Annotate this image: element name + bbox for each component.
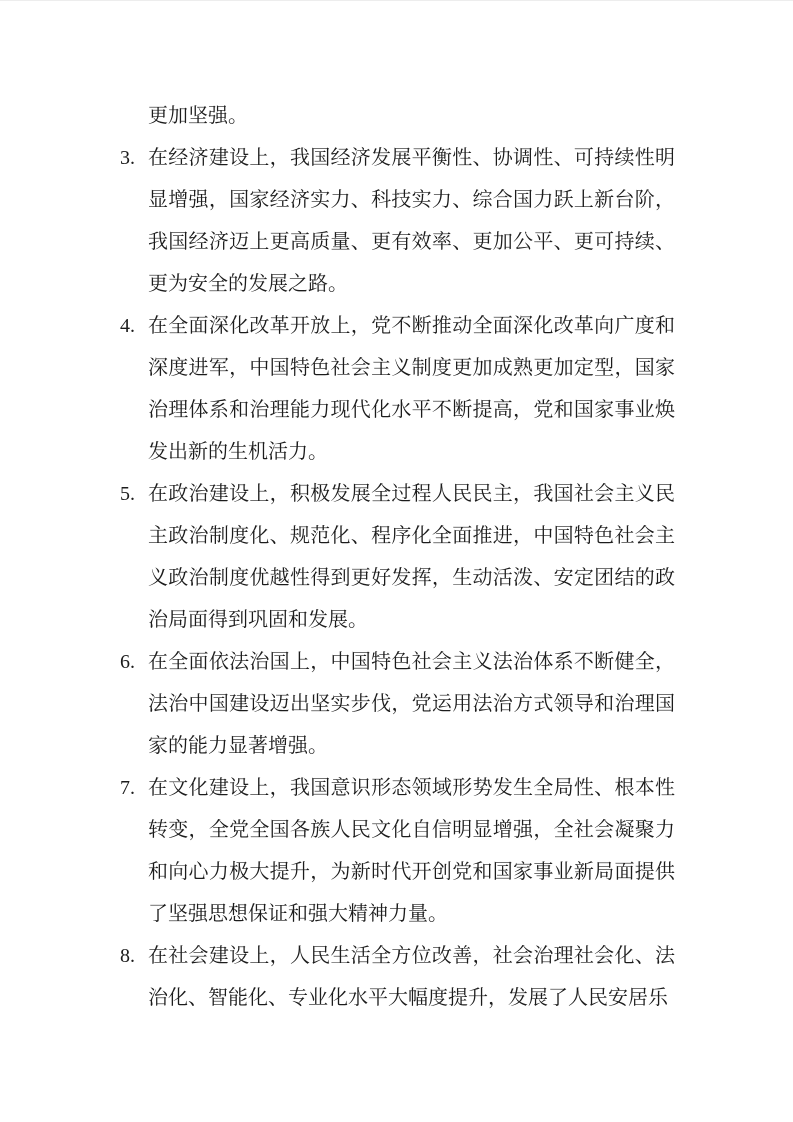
list-item-text: 在政治建设上，积极发展全过程人民民主，我国社会主义民主政治制度化、规范化、程序化全面推进，中国特色社会主义政治制度优越性得到更好发挥，生动活泼、安定团结的政治局面得到巩固和发展。 xyxy=(148,483,675,631)
list-item xyxy=(120,641,675,767)
list-item-number: 8. xyxy=(120,945,135,967)
list-item-number: 7. xyxy=(120,777,135,799)
list-item-text: 在文化建设上，我国意识形态领域形势发生全局性、根本性转变，全党全国各族人民文化自信明显增强，全社会凝聚力和向心力极大提升，为新时代开创党和国家事业新局面提供了坚强思想保证和强大精神力量。 xyxy=(148,777,675,925)
paragraph-continuation-line: 更加坚强。 xyxy=(148,105,248,127)
list-item xyxy=(120,767,675,935)
numbered-list xyxy=(120,137,675,1019)
list-item xyxy=(120,473,675,641)
list-item-number: 6. xyxy=(120,651,135,673)
list-item-text: 在经济建设上，我国经济发展平衡性、协调性、可持续性明显增强，国家经济实力、科技实力、综合国力跃上新台阶，我国经济迈上更高质量、更有效率、更加公平、更可持续、更为安全的发展之路。 xyxy=(148,147,675,295)
list-item-text: 在全面深化改革开放上，党不断推动全面深化改革向广度和深度进军，中国特色社会主义制度更加成熟更加定型，国家治理体系和治理能力现代化水平不断提高，党和国家事业焕发出新的生机活力。 xyxy=(148,315,675,463)
list-item xyxy=(120,305,675,473)
list-item xyxy=(120,137,675,305)
list-item-number: 5. xyxy=(120,483,135,505)
list-item-text: 在全面依法治国上，中国特色社会主义法治体系不断健全，法治中国建设迈出坚实步伐，党运用法治方式领导和治理国家的能力显著增强。 xyxy=(148,651,675,757)
list-item-text: 在社会建设上，人民生活全方位改善，社会治理社会化、法治化、智能化、专业化水平大幅度提升，发展了人民安居乐 xyxy=(148,945,675,1009)
list-item-number: 3. xyxy=(120,147,135,169)
list-item-number: 4. xyxy=(120,315,135,337)
document-content xyxy=(120,95,675,1019)
list-item xyxy=(120,935,675,1019)
